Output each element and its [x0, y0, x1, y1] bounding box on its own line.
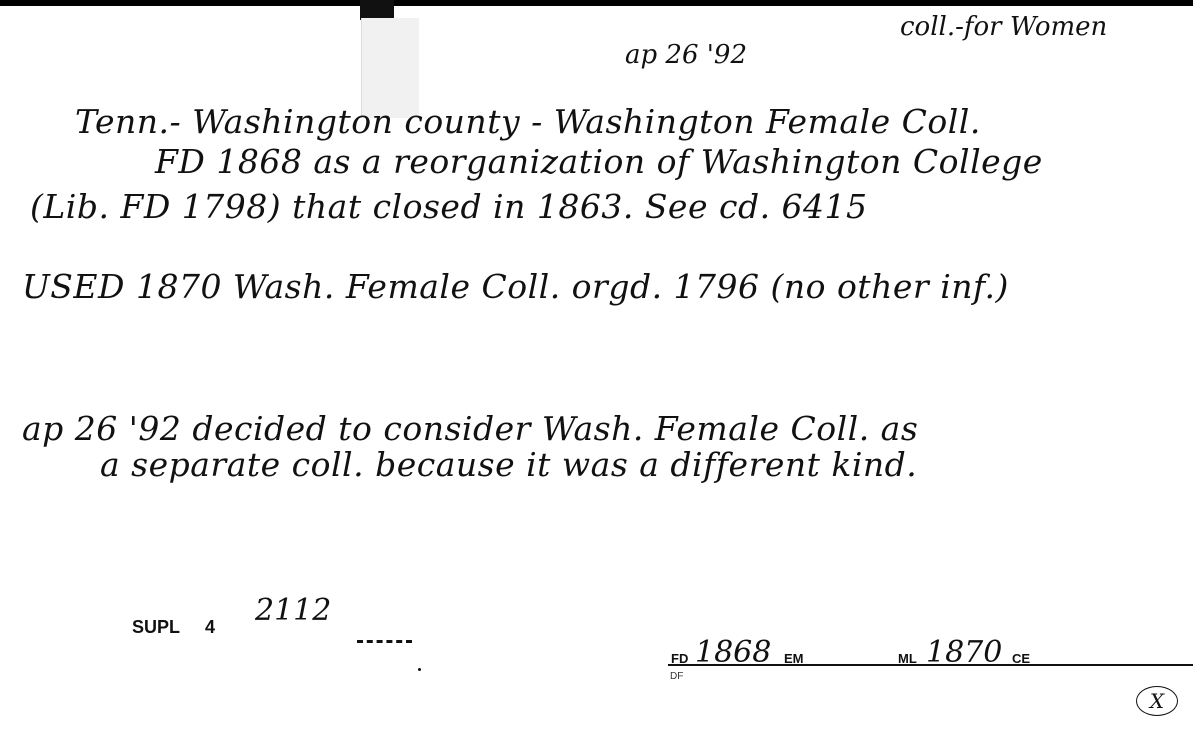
footer-rule [668, 664, 1193, 666]
fd-value: 1868 [695, 635, 772, 670]
card-line-3: (Lib. FD 1798) that closed in 1863. See cd. 6415 [30, 187, 868, 226]
supl-number: 4 [205, 617, 216, 637]
corner-label: coll.-for Women [900, 12, 1108, 42]
card-line-5: ap 26 '92 decided to consider Wash. Female Coll. as [22, 409, 919, 448]
fd-label: FD [671, 651, 689, 666]
date-stamp: ap 26 '92 [625, 40, 747, 70]
supl-label: SUPL [132, 617, 181, 637]
card-line-1: Tenn.- Washington county - Washington Female Coll. [75, 102, 981, 141]
circled-mark: X [1136, 686, 1178, 716]
card-line-2: FD 1868 as a reorganization of Washington College [155, 142, 1043, 181]
ml-value: 1870 [926, 635, 1003, 670]
card-line-4: USED 1870 Wash. Female Coll. orgd. 1796 (no other inf.) [22, 267, 1009, 306]
index-tab-mark [360, 0, 394, 20]
df-label: DF [670, 671, 684, 682]
em-label: EM [784, 651, 804, 666]
supl-value: 2112 [255, 593, 332, 628]
ce-label: CE [1012, 651, 1031, 666]
stray-dot [418, 668, 421, 671]
supl-dash-line [357, 640, 412, 643]
card-line-6: a separate coll. because it was a different kind. [100, 445, 918, 484]
top-border [0, 0, 1193, 6]
ml-label: ML [898, 651, 917, 666]
